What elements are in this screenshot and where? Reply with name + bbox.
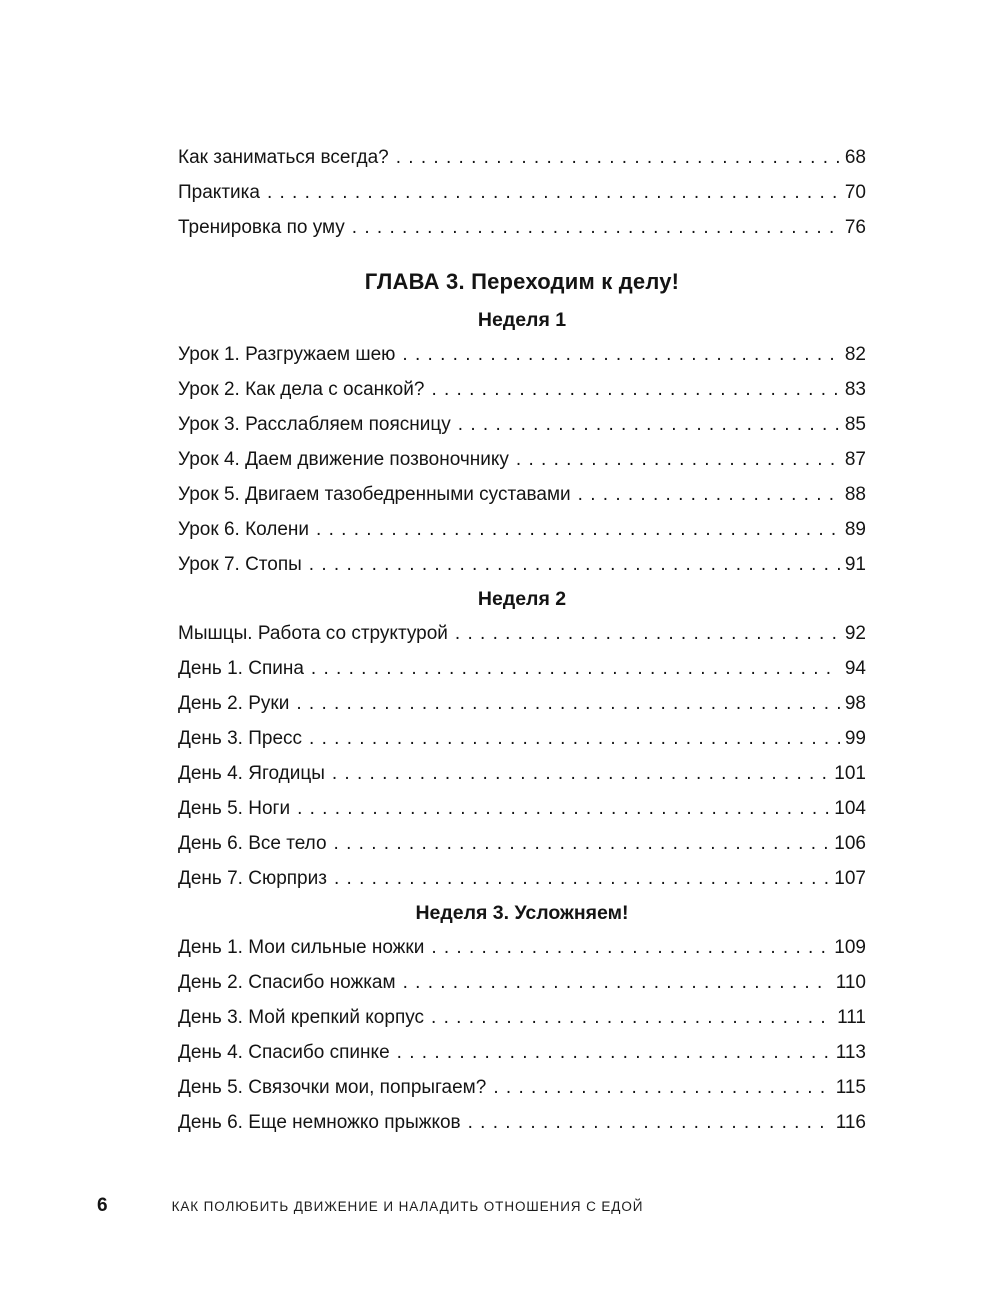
toc-entry-page: 115 xyxy=(835,1077,866,1098)
toc-entry-title: День 1. Мои сильные ножки xyxy=(178,937,425,958)
toc-entry xyxy=(178,826,866,861)
toc-entry xyxy=(178,686,866,721)
dot-leader xyxy=(431,372,839,407)
dot-leader xyxy=(516,442,840,477)
toc-entry-title: Тренировка по уму xyxy=(178,217,345,238)
toc-entry-title: День 7. Сюрприз xyxy=(178,868,327,889)
dot-leader xyxy=(309,721,840,756)
toc-entry xyxy=(178,407,866,442)
toc-entry-title: День 3. Пресс xyxy=(178,728,303,749)
toc-entry-title: День 4. Спасибо спинке xyxy=(178,1042,390,1063)
toc-entry xyxy=(178,1070,866,1105)
toc-entry-page: 88 xyxy=(844,484,866,505)
dot-leader xyxy=(458,407,840,442)
toc-entry-page: 91 xyxy=(844,554,866,575)
dot-leader xyxy=(493,1070,830,1105)
chapter-heading: ГЛАВА 3. Переходим к делу! xyxy=(364,269,680,294)
toc-entry-page: 110 xyxy=(835,972,866,993)
toc-entry xyxy=(178,512,866,547)
dot-leader xyxy=(311,651,840,686)
toc-entry-page: 85 xyxy=(844,414,866,435)
dot-leader xyxy=(468,1105,831,1140)
toc-entry xyxy=(178,965,866,1000)
toc-entry-page: 76 xyxy=(844,217,866,238)
toc-entry-title: Урок 5. Двигаем тазобедренными суставами xyxy=(178,484,571,505)
toc-entry xyxy=(178,756,866,791)
toc-entry xyxy=(178,210,866,245)
toc-entry xyxy=(178,616,866,651)
dot-leader xyxy=(296,686,840,721)
table-of-contents xyxy=(178,140,866,1140)
footer-running-title: КАК ПОЛЮБИТЬ ДВИЖЕНИЕ И НАЛАДИТЬ ОТНОШЕНИЯ С ЕДОЙ xyxy=(171,1199,644,1214)
dot-leader xyxy=(397,1035,831,1070)
dot-leader xyxy=(352,210,840,245)
toc-entry-page: 104 xyxy=(834,798,866,819)
toc-entry xyxy=(178,140,866,175)
toc-entry xyxy=(178,1105,866,1140)
dot-leader xyxy=(396,140,840,175)
section-heading-week-2: Неделя 2 xyxy=(477,588,567,610)
footer-page-number: 6 xyxy=(97,1195,108,1216)
toc-entry xyxy=(178,651,866,686)
toc-entry-title: Практика xyxy=(178,182,260,203)
dot-leader xyxy=(403,965,831,1000)
toc-entry-title: День 4. Ягодицы xyxy=(178,763,325,784)
toc-entry-page: 106 xyxy=(834,833,866,854)
toc-entry-page: 113 xyxy=(835,1042,866,1063)
toc-entry xyxy=(178,861,866,896)
toc-entry-page: 107 xyxy=(834,868,866,889)
toc-entry-page: 82 xyxy=(844,344,866,365)
toc-entry xyxy=(178,791,866,826)
toc-entry-page: 99 xyxy=(844,728,866,749)
dot-leader xyxy=(334,826,830,861)
toc-entry-page: 70 xyxy=(844,182,866,203)
toc-entry-title: День 3. Мой крепкий корпус xyxy=(178,1007,425,1028)
toc-entry xyxy=(178,175,866,210)
toc-entry-title: Урок 4. Даем движение позвоночнику xyxy=(178,449,509,470)
dot-leader xyxy=(334,861,829,896)
page-footer xyxy=(97,1196,889,1217)
dot-leader xyxy=(267,175,840,210)
toc-entry-title: День 5. Ноги xyxy=(178,798,291,819)
dot-leader xyxy=(297,791,829,826)
dot-leader xyxy=(309,547,840,582)
toc-entry xyxy=(178,1000,866,1035)
toc-entry-page: 116 xyxy=(835,1112,866,1133)
toc-entry-title: Мышцы. Работа со структурой xyxy=(178,623,448,644)
toc-entry-title: День 6. Еще немножко прыжков xyxy=(178,1112,461,1133)
toc-entry-title: День 6. Все тело xyxy=(178,833,327,854)
section-heading-week-1: Неделя 1 xyxy=(477,309,567,331)
toc-entry-title: Урок 2. Как дела с осанкой? xyxy=(178,379,425,400)
toc-entry xyxy=(178,930,866,965)
toc-entry-page: 68 xyxy=(844,147,866,168)
dot-leader xyxy=(578,477,840,512)
toc-entry-title: День 2. Спасибо ножкам xyxy=(178,972,396,993)
toc-entry-page: 98 xyxy=(844,693,866,714)
toc-entry-title: Урок 7. Стопы xyxy=(178,554,302,575)
toc-entry-page: 87 xyxy=(844,449,866,470)
toc-entry-page: 101 xyxy=(834,763,866,784)
toc-entry xyxy=(178,721,866,756)
toc-entry-title: День 1. Спина xyxy=(178,658,304,679)
toc-entry xyxy=(178,372,866,407)
toc-entry-page: 92 xyxy=(844,623,866,644)
toc-entry xyxy=(178,1035,866,1070)
dot-leader xyxy=(431,930,829,965)
toc-entry-title: День 2. Руки xyxy=(178,693,290,714)
dot-leader xyxy=(316,512,840,547)
toc-entry-page: 89 xyxy=(844,519,866,540)
toc-entry xyxy=(178,337,866,372)
toc-entry-page: 109 xyxy=(834,937,866,958)
toc-entry-page: 94 xyxy=(844,658,866,679)
toc-entry xyxy=(178,547,866,582)
toc-entry-title: Как заниматься всегда? xyxy=(178,147,389,168)
dot-leader xyxy=(431,1000,832,1035)
toc-entry xyxy=(178,442,866,477)
toc-entry-title: Урок 1. Разгружаем шею xyxy=(178,344,396,365)
toc-entry xyxy=(178,477,866,512)
dot-leader xyxy=(455,616,840,651)
section-heading-week-3: Неделя 3. Усложняем! xyxy=(415,902,629,924)
toc-entry-title: Урок 6. Колени xyxy=(178,519,310,540)
toc-entry-page: 83 xyxy=(844,379,866,400)
dot-leader xyxy=(332,756,829,791)
toc-entry-page: 111 xyxy=(837,1007,866,1028)
toc-entry-title: Урок 3. Расслабляем поясницу xyxy=(178,414,451,435)
toc-entry-title: День 5. Связочки мои, попрыгаем? xyxy=(178,1077,487,1098)
dot-leader xyxy=(402,337,839,372)
